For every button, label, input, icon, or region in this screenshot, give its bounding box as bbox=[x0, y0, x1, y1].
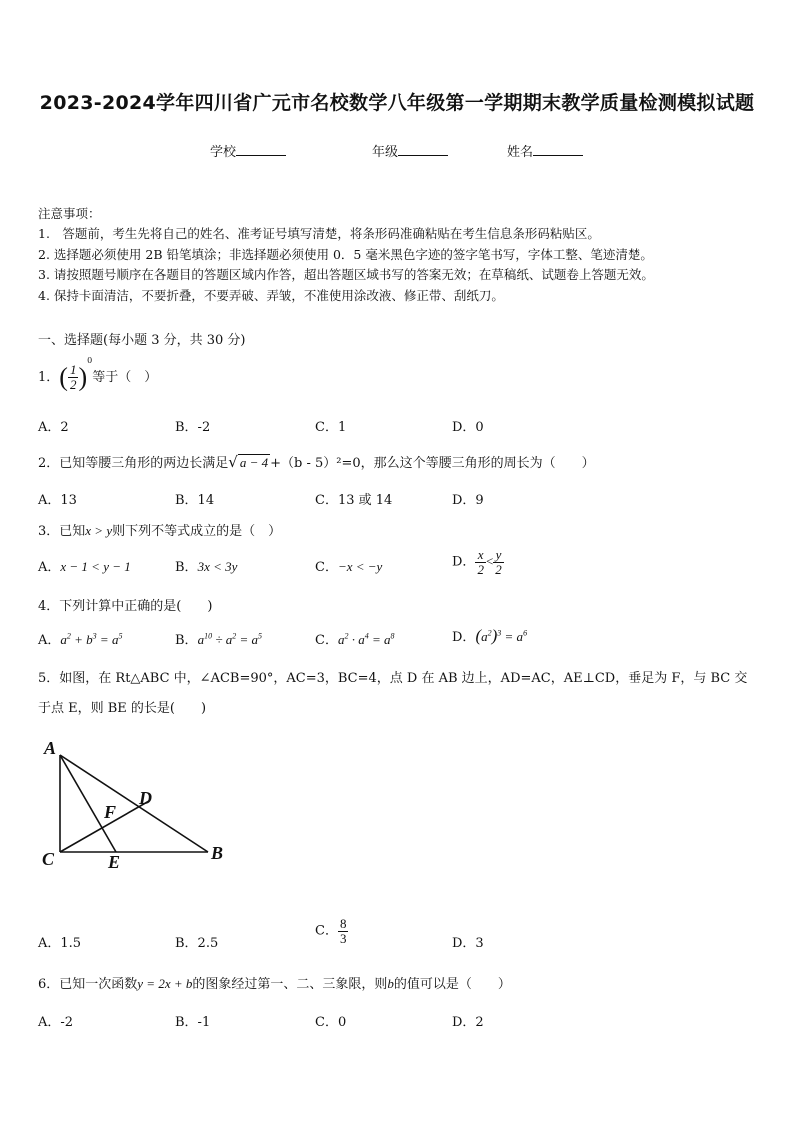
q4-option-b[interactable]: B．$a^{10} \div a^2 = a^5$ bbox=[175, 631, 262, 648]
question-3: 3．已知x > y则下列不等式成立的是（ ） bbox=[38, 523, 282, 539]
section-heading: 一、选择题(每小题 3 分，共 30 分) bbox=[38, 333, 246, 348]
label-a: A bbox=[44, 738, 57, 758]
segment-ab bbox=[60, 755, 208, 852]
q4-option-a[interactable]: A．$a^2 + b^3 = a^5$ bbox=[38, 631, 123, 648]
note-item: 4. 保持卡面清洁，不要折叠，不要弄破、弄皱，不准使用涂改液、修正带、刮纸刀。 bbox=[38, 288, 504, 303]
q1-option-c[interactable]: C．1 bbox=[315, 420, 347, 435]
q4-option-c[interactable]: C．$a^2 \cdot a^4 = a^8$ bbox=[315, 631, 395, 648]
q3-option-b[interactable]: B．3x < 3y bbox=[175, 559, 238, 575]
question-2: 2．已知等腰三角形的两边长满足√ a − 4 +（b - 5）²=0，那么这个等腰三角形的周长为（ ） bbox=[38, 453, 595, 471]
q1-option-a[interactable]: A．2 bbox=[38, 420, 69, 435]
q5-option-a[interactable]: A．1.5 bbox=[38, 936, 82, 951]
q2-option-c[interactable]: C．13 或 14 bbox=[315, 493, 393, 508]
label-d: D bbox=[139, 788, 152, 808]
q3-option-d[interactable]: D． $\frac{x}{2}$ < $\frac{y}{2}$ bbox=[452, 547, 502, 577]
notes-heading: 注意事项： bbox=[38, 206, 101, 221]
q2-option-d[interactable]: D．9 bbox=[452, 493, 484, 508]
question-4: 4．下列计算中正确的是( ) bbox=[38, 599, 213, 614]
q1-option-d[interactable]: D．0 bbox=[452, 420, 484, 435]
note-item: 1. 答题前，考生先将自己的姓名、准考证号填写清楚，将条形码准确粘贴在考生信息条形码粘贴区。 bbox=[38, 226, 600, 241]
q1-option-b[interactable]: B．-2 bbox=[175, 420, 211, 435]
note-item: 2. 选择题必须使用 2B 铅笔填涂；非选择题必须使用 0．5 毫米黑色字迹的签字笔书写，字体工整、笔迹清楚。 bbox=[38, 247, 653, 262]
question-1: 1．( $\frac{1}{2}$ )$^0$等于（ ） bbox=[38, 356, 158, 392]
q3-option-c[interactable]: C．−x < −y bbox=[315, 559, 383, 575]
grade-field[interactable]: 年级 bbox=[372, 141, 448, 160]
q4-option-d[interactable]: D．$(a^2)^3 = a^6$ bbox=[452, 626, 528, 645]
q2-option-a[interactable]: A．13 bbox=[38, 493, 77, 508]
q6-option-b[interactable]: B．-1 bbox=[175, 1015, 211, 1030]
q5-option-d[interactable]: D．3 bbox=[452, 936, 484, 951]
question-6: 6．已知一次函数y = 2x + b的图象经过第一、二、三象限，则b的值可以是（ ） bbox=[38, 976, 511, 992]
label-c: C bbox=[42, 849, 55, 869]
q6-option-a[interactable]: A．-2 bbox=[38, 1015, 74, 1030]
q5-option-c[interactable]: C． $\frac{8}{3}$ bbox=[315, 916, 347, 946]
q6-option-c[interactable]: C．0 bbox=[315, 1015, 347, 1030]
name-field[interactable]: 姓名 bbox=[507, 141, 583, 160]
triangle-figure bbox=[38, 735, 238, 875]
school-field[interactable]: 学校 bbox=[210, 141, 286, 160]
label-e: E bbox=[108, 852, 121, 872]
label-f: F bbox=[104, 802, 117, 822]
q3-option-a[interactable]: A．x − 1 < y − 1 bbox=[38, 559, 131, 575]
question-5-line-1: 5．如图，在 Rt△ABC 中，∠ACB=90°，AC=3，BC=4，点 D 在 AB 边上，AD=AC，AE⊥CD，垂足为 F，与 BC 交 bbox=[38, 671, 748, 686]
q5-option-b[interactable]: B．2.5 bbox=[175, 936, 219, 951]
q2-option-b[interactable]: B．14 bbox=[175, 493, 215, 508]
page-title: 2023-2024学年四川省广元市名校数学八年级第一学期期末教学质量检测模拟试题 bbox=[39, 92, 755, 114]
label-b: B bbox=[211, 843, 224, 863]
q6-option-d[interactable]: D．2 bbox=[452, 1015, 484, 1030]
question-5-line-2: 于点 E，则 BE 的长是( ) bbox=[38, 701, 207, 716]
note-item: 3. 请按照题号顺序在各题目的答题区域内作答，超出答题区域书写的答案无效；在草稿纸、试题卷上答题无效。 bbox=[38, 267, 654, 282]
